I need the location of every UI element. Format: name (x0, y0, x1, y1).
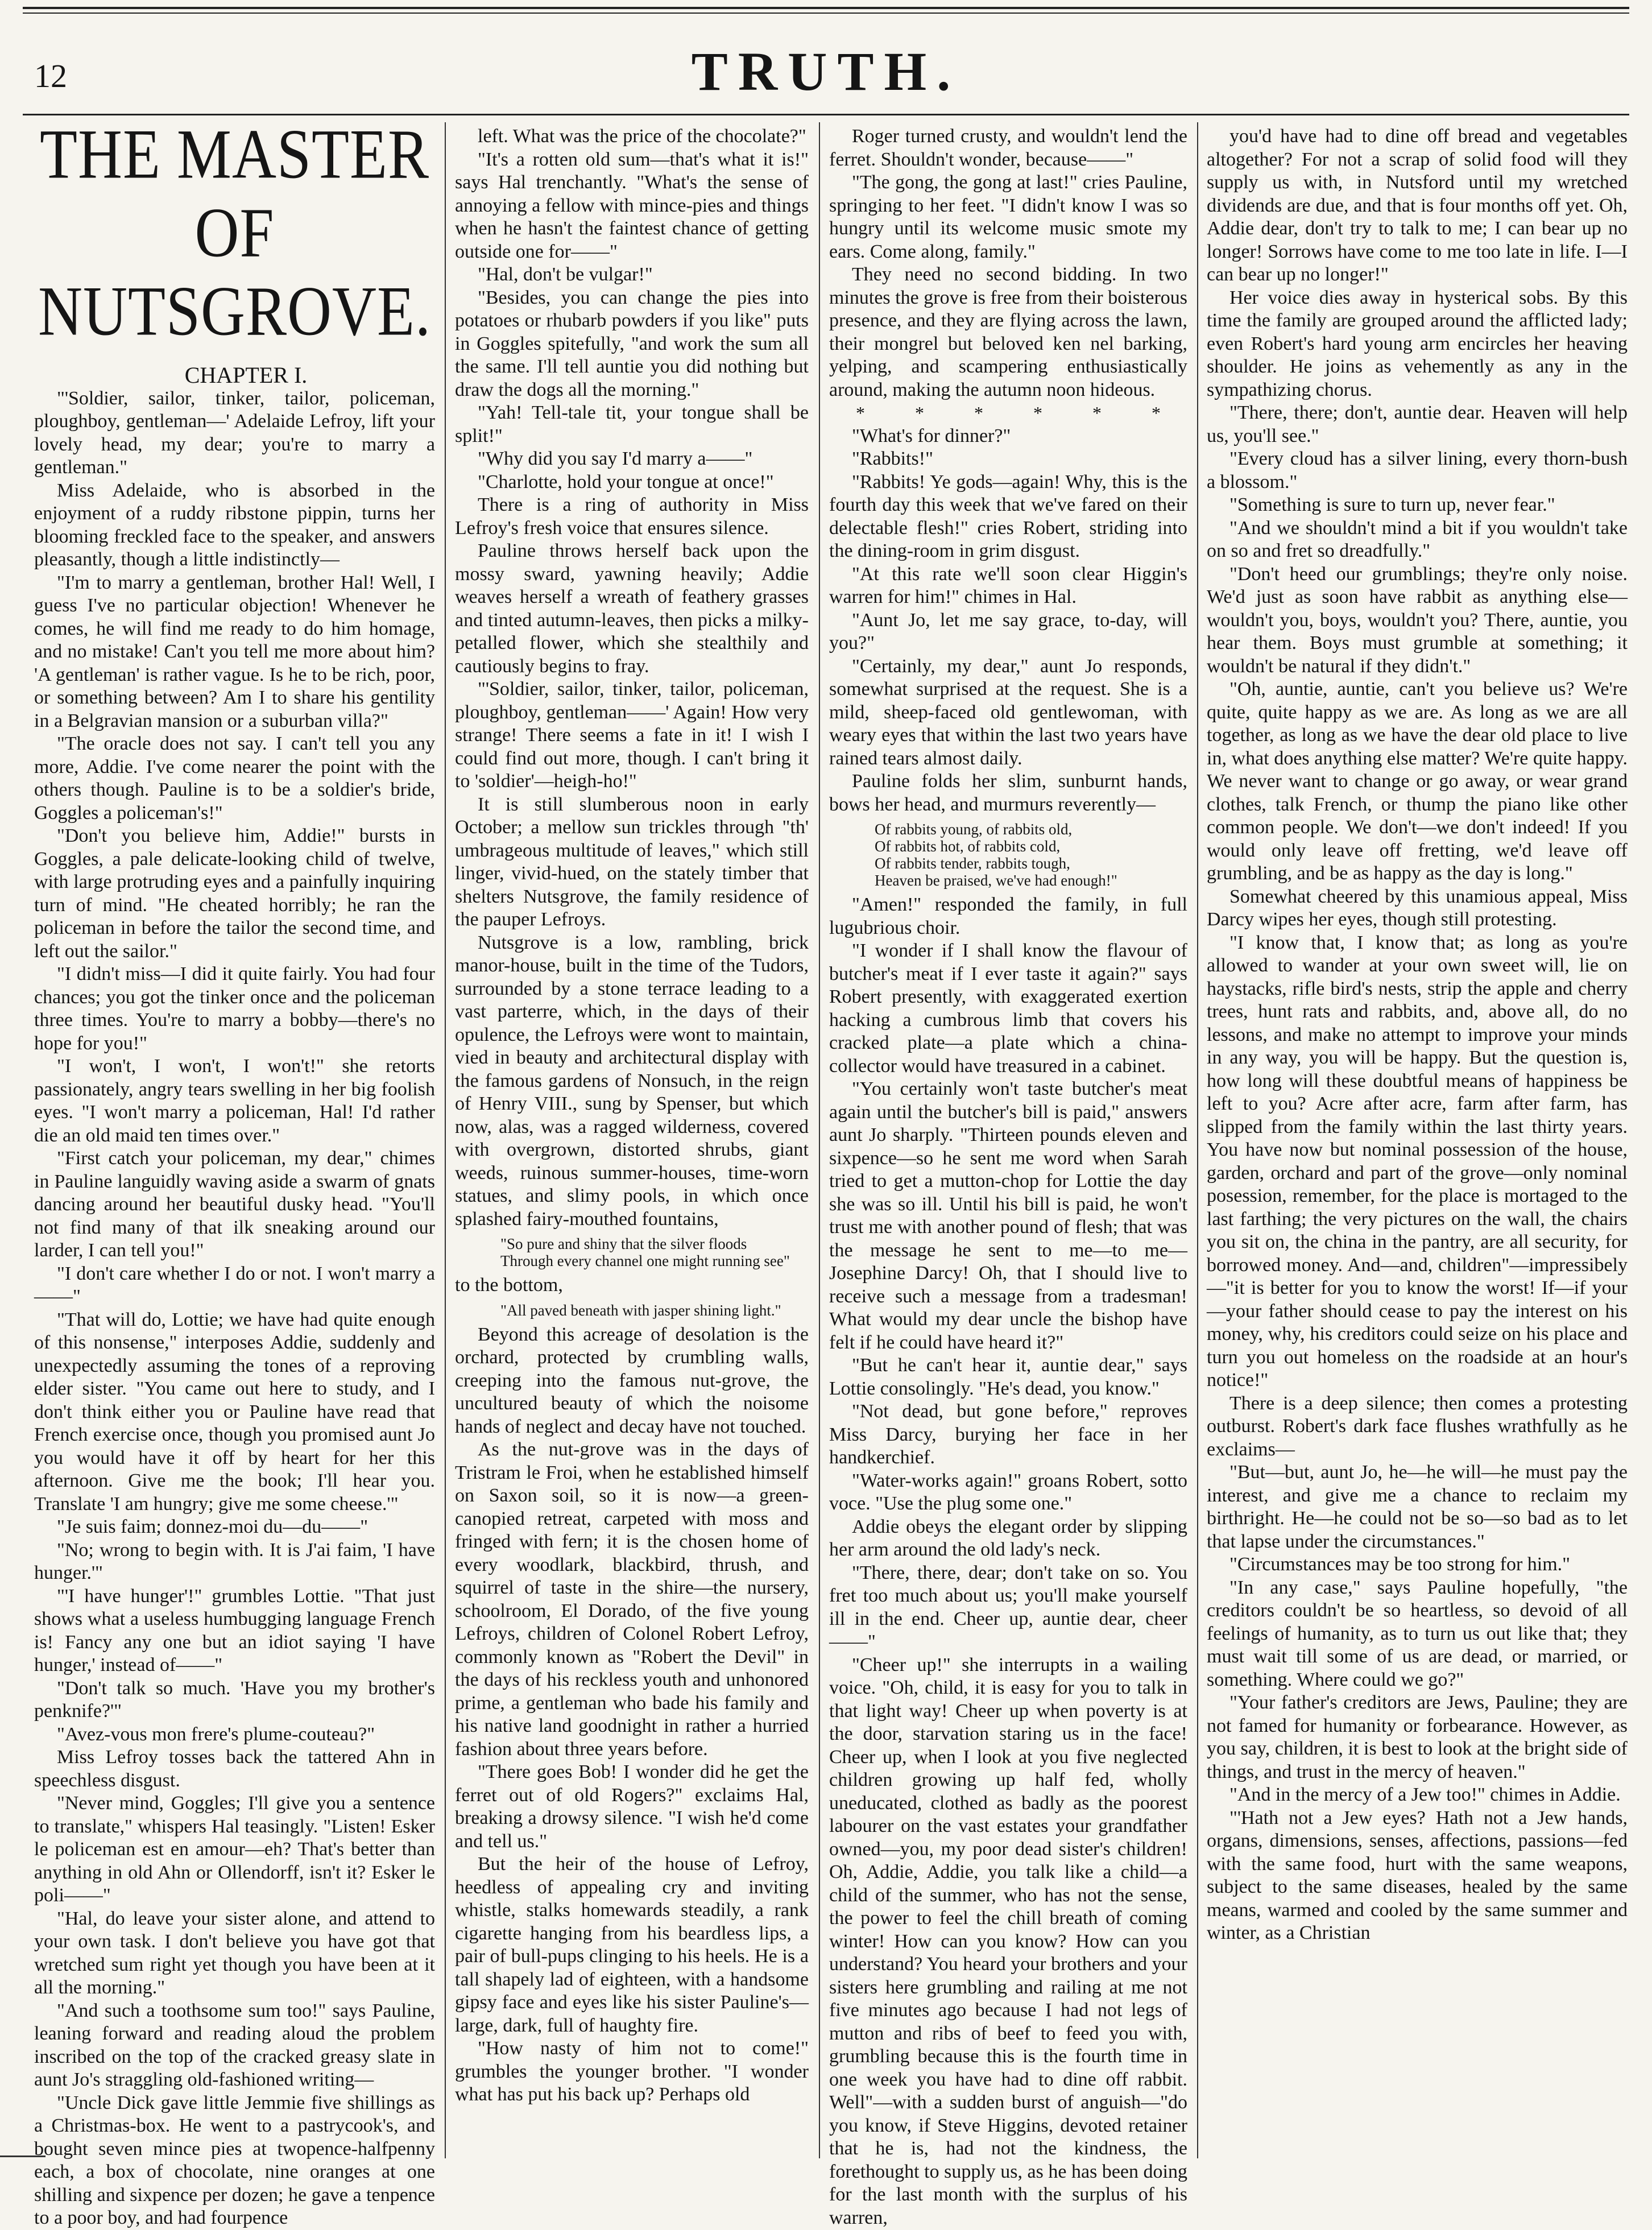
paragraph: Pauline folds her slim, sunburnt hands, bows her head, and murmurs reverently— (829, 771, 1187, 815)
column-rule (819, 122, 820, 2158)
paragraph: "'Soldier, sailor, tinker, tailor, policeman, ploughboy, gentleman—' Adelaide Lefroy, lift your lovely head, my dear; you're to marry a gentleman." (34, 387, 435, 478)
paragraph: "Circumstances may be too strong for him." (1229, 1554, 1571, 1575)
bottom-rule (0, 2155, 45, 2157)
article-title: THE MASTER OF NUTSGROVE. (38, 115, 431, 350)
paragraph: "Charlotte, hold your tongue at once!" (478, 471, 774, 493)
paragraph: "Besides, you can change the pies into potatoes or rhubarb powders if you like" puts in Goggles spitefully, "and work the sum all the same. I'll tell auntie you did nothing but draw the dogs all the morning." (455, 287, 809, 400)
verse-line: "All paved beneath with jasper shining light." (500, 1301, 781, 1319)
column-rule (1197, 122, 1198, 2158)
paragraph: But the heir of the house of Lefroy, heedless of appealing cry and inviting whistle, stalks homewards steadily, a rank cigarette hanging from his beardless lips, a pair of bull-pups clinging to his heels. He is a tall shapely lad of eighteen, with a handsome gipsy face and eyes like his sister Pauline's—large, dark, full of haughty fire. (455, 1853, 809, 2036)
paragraph: Pauline throws herself back upon the mossy sward, yawning heavily; Addie weaves herself a wreath of feathery grasses and tinted autumn-leaves, then picks a milky-petalled flower, which she stealthily and cautiously begins to fray. (455, 540, 809, 677)
paragraph: As the nut-grove was in the days of Tristram le Froi, when he established himself on Saxon soil, so it is now—a green-canopied retreat, carpeted with moss and fringed with fern; it is the chosen home of every woodlark, blackbird, thrush, and squirrel of taste in the shire—the nursery, schoolroom, El Dorado, of the five young Lefroys, children of Colonel Robert Lefroy, commonly known as "Robert the Devil" in the days of his reckless youth and unhonored prime, a gentleman who bade his family and his native land goodnight in rather a hurried fashion about three years before. (455, 1439, 809, 1760)
paragraph: "Hal, do leave your sister alone, and attend to your own task. I don't believe you have got that wretched sum right yet though you have been at it all the morning." (34, 1908, 435, 1998)
paragraph: Nutsgrove is a low, rambling, brick manor-house, built in the time of the Tudors, surrounded by a stone terrace leading to a vast parterre, which, in the days of their opulence, the Lefroys were wont to maintain, vied in beauty and architectural display with the famous gardens of Nonsuch, in the reign of Henry VIII., sung by Spenser, but which now, alas, was a ragged wilderness, covered with overgrown, distorted shrubs, giant weeds, ruinous summer-houses, time-worn statues, and slimy pools, in which once splashed fairy-mouthed fountains, (455, 932, 809, 1230)
paragraph: "And we shouldn't mind a bit if you wouldn't take on so and fret so dreadfully." (1207, 517, 1628, 561)
verse-line: Of rabbits tender, rabbits tough, (875, 855, 1070, 872)
paragraph: "Your father's creditors are Jews, Pauline; they are not famed for humanity or forbearance. However, as you say, children, it is best to look at the bright side of things, and trust in the mercy of heaven." (1207, 1692, 1628, 1782)
paragraph: "I'm to marry a gentleman, brother Hal! Well, I guess I've no particular objection! Whenever he comes, he will find me ready to do him homage, and no mistake! Can't you tell me more about him? 'A gentleman' is rather vague. Is he to be rich, poor, or something between? Am I to share his gentility in a Belgravian mansion or a suburban villa?" (34, 572, 435, 731)
paragraph: "No; wrong to begin with. It is J'ai faim, 'I have hunger.'" (34, 1539, 435, 1583)
paragraph: "But—but, aunt Jo, he—he will—he must pay the interest, and give me a chance to reclaim my birthright. He—he could not be so—so bad as to let that lapse under the circumstances." (1207, 1462, 1628, 1552)
paragraph: "Oh, auntie, auntie, can't you believe us? We're quite, quite happy as we are. As long as we are all together, as long as we have the dear old place to live in, what does anything else matter? We're quite happy. We never want to change or go away, or wear grand clothes, talk French, or thump the piano like other common people. We don't—we don't indeed! If you would only leave off fretting, we'd leave off grumbling, and be as happy as the day is long." (1207, 678, 1628, 884)
verse-quote (875, 821, 1187, 889)
paragraph: "Every cloud has a silver lining, every thorn-bush a blossom." (1207, 448, 1628, 493)
page-number: 12 (34, 57, 67, 94)
column-2 (455, 125, 809, 2161)
section-break: * * * * * * (856, 403, 1183, 423)
paragraph: Addie obeys the elegant order by slipping her arm around the old lady's neck. (829, 1516, 1187, 1560)
paragraph: "At this rate we'll soon clear Higgin's warren for him!" chimes in Hal. (829, 563, 1187, 607)
verse-quote (500, 1235, 809, 1269)
paragraph: They need no second bidding. In two minutes the grove is free from their boisterous presence, and they are flying across the lawn, their mongrel but beloved ken nel barking, yelping, and scampering enthusiastically around, making the autumn noon hideous. (829, 264, 1187, 400)
paragraph: "Aunt Jo, let me say grace, to-day, will you?" (829, 609, 1187, 653)
paragraph: "It's a rotten old sum—that's what it is!" says Hal trenchantly. "What's the sense of annoying a fellow with mince-pies and things when he hasn't the faintest chance of getting outside one for——" (455, 148, 809, 262)
paragraph: "You certainly won't taste butcher's meat again until the butcher's bill is paid," answers aunt Jo sharply. "Thirteen pounds eleven and sixpence—so he sent me word when Sarah tried to get a mutton-chop for Lottie the day she was so ill. Until his bill is paid, he won't trust me with another pound of flesh; that was the message he sent to me—to me—Josephine Darcy! Oh, that I should live to receive such a message from a tradesman! What would my dear uncle the bishop have felt if he could have heard it?" (829, 1078, 1187, 1353)
verse-line: Of rabbits young, of rabbits old, (875, 821, 1073, 838)
paragraph: "'Soldier, sailor, tinker, tailor, policeman, ploughboy, gentleman——' Again! How very strange! There seems a fate in it! I wish I could find out more, though. I can't bring it to 'soldier'—heigh-ho!" (455, 678, 809, 792)
paragraph: Beyond this acreage of desolation is the orchard, protected by crumbling walls, creeping into the famous nut-grove, the uncultured beauty of which the noisome hands of neglect and decay have not touched. (455, 1323, 809, 1437)
paragraph: "First catch your policeman, my dear," chimes in Pauline languidly waving aside a swarm of gnats dancing around her beautiful dusky head. "You'll not find many of that ilk sneaking around our larder, I can tell you!" (34, 1148, 435, 1261)
paragraph: "'Hath not a Jew eyes? Hath not a Jew hands, organs, dimensions, senses, affections, passions—fed with the same food, hurt with the same weapons, subject to the same diseases, healed by the same means, warmed and cooled by the same summer and winter, as a Christian (1207, 1807, 1628, 1943)
paragraph: "And in the mercy of a Jew too!" chimes in Addie. (1229, 1784, 1621, 1805)
paragraph: "In any case," says Pauline hopefully, "the creditors couldn't be so heartless, so devoid of all feelings of humanity, as to turn us out like that; they must wait till some of us are dead, or married, or something. Where could we go?" (1207, 1577, 1628, 1690)
paragraph: "There goes Bob! I wonder did he get the ferret out of old Rogers?" exclaims Hal, breaking a drowsy silence. "I wish he'd come and tell us." (455, 1761, 809, 1852)
paragraph: "Don't you believe him, Addie!" bursts in Goggles, a pale delicate-looking child of twelve, with large protruding eyes and a painfully inquiring turn of mind. "He cheated horribly; he ran the policeman in before the tailor the second time, and left out the sailor." (34, 825, 435, 962)
paragraph: Her voice dies away in hysterical sobs. By this time the family are grouped around the afflicted lady; even Robert's hard young arm encircles her heaving shoulder. He joins as vehemently as any in the sympathizing chorus. (1207, 287, 1628, 400)
paragraph: Miss Adelaide, who is absorbed in the enjoyment of a ruddy ribstone pippin, turns her blooming freckled face to the speaker, and answers pleasantly, though a little indistinctly— (34, 479, 435, 570)
top-rule (23, 7, 1629, 14)
paragraph: "What's for dinner?" (852, 425, 1011, 446)
paragraph: "And such a toothsome sum too!" says Pauline, leaning forward and reading aloud the problem inscribed on the top of the cracked greasy slate in aunt Jo's straggling old-fashioned writing— (34, 2000, 435, 2090)
paragraph: "Never mind, Goggles; I'll give you a sentence to translate," whispers Hal teasingly. "Listen! Esker le policeman est en amour—eh? That's better than anything in old Ahn or Ollendorff, isn't it? Esker le poli——" (34, 1793, 435, 1906)
paragraph: "How nasty of him not to come!" grumbles the younger brother. "I wonder what has put his back up? Perhaps old (455, 2038, 809, 2105)
paragraph: "Uncle Dick gave little Jemmie five shillings as a Christmas-box. He went to a pastrycook's, and bought seven mince pies at twopence-halfpenny each, a box of chocolate, nine oranges at one shilling and sixpence per dozen; he gave a tenpence to a poor boy, and had fourpence (34, 2092, 435, 2228)
verse-line: Of rabbits hot, of rabbits cold, (875, 838, 1061, 855)
paragraph: "I don't care whether I do or not. I won't marry a——" (34, 1263, 435, 1307)
paragraph: "Don't heed our grumblings; they're only noise. We'd just as soon have rabbit as anything else—wouldn't you, boys, wouldn't you? There, auntie, you hear them. Boys must grumble at something; it wouldn't be natural if they didn't." (1207, 563, 1628, 677)
paragraph: "The oracle does not say. I can't tell you any more, Addie. I've come nearer the point with the others though. Pauline is to be a soldier's bride, Goggles a policeman's!" (34, 733, 435, 824)
paragraph: Roger turned crusty, and wouldn't lend the ferret. Shouldn't wonder, because——" (829, 126, 1187, 170)
paragraph: "'I have hunger'!" grumbles Lottie. "That just shows what a useless humbugging language French is! Fancy any one but an idiot saying 'I have hunger,' instead of——" (34, 1585, 435, 1675)
paragraph: Miss Lefroy tosses back the tattered Ahn in speechless disgust. (34, 1747, 435, 1791)
column-1 (34, 115, 435, 2228)
paragraph: "Je suis faim; donnez-moi du—du——" (57, 1516, 369, 1537)
paragraph: It is still slumberous noon in early October; a mellow sun trickles through "th' umbrageous multitude of leaves," which still linger, vivid-hued, on the stately timber that shelters Nutsgrove, the family residence of the pauper Lefroys. (455, 793, 809, 930)
paragraph: "There, there, dear; don't take on so. You fret too much about us; you'll make yourself ill in the end. Cheer up, auntie dear, cheer——" (829, 1562, 1187, 1652)
paragraph: "Not dead, but gone before," reproves Miss Darcy, burying her face in her handkerchief. (829, 1401, 1187, 1468)
paragraph: "Hal, don't be vulgar!" (478, 264, 653, 285)
column-4 (1207, 125, 1628, 2161)
paragraph: "I wonder if I shall know the flavour of butcher's meat if I ever taste it again?" says Robert presently, with exaggerated exertion hacking a cumbrous limb that covers his cracked plate—a plate which a china-collector would have treasured in a cabinet. (829, 940, 1187, 1077)
verse-quote (500, 1302, 809, 1319)
paragraph: to the bottom, (455, 1275, 563, 1296)
paragraph: you'd have had to dine off bread and vegetables altogether? For not a scrap of solid food will they supply us with, in Nutsford until my wretched dividends are due, and that is four months off yet. Oh, Addie dear, don't try to talk to me; I can bear up no longer! Sorrows have come to me too late in life. I—I can bear up no longer!" (1207, 126, 1628, 285)
verse-line: Heaven be praised, we've had enough!" (875, 872, 1117, 889)
paragraph: "That will do, Lottie; we have had quite enough of this nonsense," interposes Addie, suddenly and unexpectedly assuming the tones of a reproving elder sister. "You came out here to study, and I don't think either you or Pauline have read that French exercise once, though you promised aunt Jo you would have it off by heart for her this afternoon. Give me the book; I'll hear you. Translate 'I am hungry; give me some cheese.'" (34, 1309, 435, 1515)
paragraph: "Avez-vous mon frere's plume-couteau?" (57, 1723, 375, 1745)
paragraph: "Cheer up!" she interrupts in a wailing voice. "Oh, child, it is easy for you to talk in that light way! Cheer up when poverty is at the door, starvation staring us in the face! Cheer up, when I look at you five neglected children growing up half fed, wholly uneducated, clothed as badly as the poorest labourer on the vast estates your grandfather owned—you, my poor dead sister's children! Oh, Addie, Addie, you talk like a child—a child of the summer, who has not the sense, the power to feel the chill breath of coming winter! How can you know? How can you understand? You heard your brothers and your sisters here grumbling and railing at me not five minutes ago because I had not legs of mutton and ribs of beef to feed you with, grumbling because this is the fourth time in one week you have had to dine off rabbit. Well"—with a sudden burst of anguish—"do you know, if Steve Higgins, devoted retainer that he is, had not the kindness, the forethought to supply us, as he has been doing for the last month with the surplus of his warren, (829, 1654, 1187, 2228)
paragraph: Somewhat cheered by this unamious appeal, Miss Darcy wipes her eyes, though still protesting. (1207, 886, 1628, 930)
paragraph: "I know that, I know that; as long as you're allowed to wander at your own sweet will, lie on haystacks, rifle bird's nests, strip the apple and cherry trees, hunt rats and rabbits, and, above all, do no lessons, and make no attempt to improve your minds in any way, you will be happy. But the question is, how long will these doubtful means of happiness be left to you? Acre after acre, farm after farm, has slipped from the family within the last thirty years. You have now but nominal possession of the house, garden, orchard and part of the grove—only nominal posession, remember, for the place is mortaged to the last farthing; the very pictures on the wall, the chairs you sit on, the china in the pantry, are all security, for borrowed money. And—and, children"—impressibely—"it is better for you to know the worst! If—if your—your father should cease to pay the interest on his money, why, his creditors could seize on his place and turn you out homeless on the roadside at an hour's notice!" (1207, 932, 1628, 1391)
paragraph: "There, there; don't, auntie dear. Heaven will help us, you'll see." (1207, 402, 1628, 446)
paragraph: "Yah! Tell-tale tit, your tongue shall be split!" (455, 402, 809, 446)
page-header (23, 40, 1629, 102)
paragraph: "The gong, the gong at last!" cries Pauline, springing to her feet. "I didn't know I was so hungry until its welcome music smote my ears. Come along, family." (829, 172, 1187, 262)
paragraph: "Rabbits!" (852, 448, 933, 469)
column-rule (445, 122, 446, 2158)
column-3 (829, 125, 1187, 2228)
paragraph: "Certainly, my dear," aunt Jo responds, somewhat surprised at the request. She is a mild, sheep-faced old gentlewoman, with weary eyes that within the last two years have rained tears almost daily. (829, 655, 1187, 769)
paragraph: "Rabbits! Ye gods—again! Why, this is the fourth day this week that we've fared on their delectable flesh!" cries Robert, striding into the dining-room in grim disgust. (829, 471, 1187, 561)
paragraph: "Don't talk so much. 'Have you my brother's penknife?'" (34, 1677, 435, 1722)
paragraph: There is a ring of authority in Miss Lefroy's fresh voice that ensures silence. (455, 494, 809, 539)
verse-line: Through every channel one might running see" (500, 1252, 790, 1269)
paragraph: "Why did you say I'd marry a——" (478, 448, 753, 469)
chapter-heading: CHAPTER I. (184, 362, 308, 388)
paragraph: There is a deep silence; then comes a protesting outburst. Robert's dark face flushes wrathfully as he exclaims— (1207, 1392, 1628, 1460)
paragraph: left. What was the price of the chocolate?" (478, 126, 806, 147)
masthead-title: TRUTH. (691, 41, 961, 102)
paragraph: "Water-works again!" groans Robert, sotto voce. "Use the plug some one." (829, 1470, 1187, 1514)
paragraph: "Something is sure to turn up, never fear." (1229, 494, 1555, 515)
paragraph: "I didn't miss—I did it quite fairly. You had four chances; you got the tinker once and the policeman three times. You're to marry a bobby—there's no hope for you!" (34, 963, 435, 1054)
paragraph: "But he can't hear it, auntie dear," says Lottie consolingly. "He's dead, you know." (829, 1355, 1187, 1399)
paragraph: "I won't, I won't, I won't!" she retorts passionately, angry tears swelling in her big foolish eyes. "I won't marry a policeman, Hal! I'd rather die an old maid ten times over." (34, 1056, 435, 1146)
paragraph: "Amen!" responded the family, in full lugubrious choir. (829, 894, 1187, 938)
verse-line: "So pure and shiny that the silver floods (500, 1235, 747, 1252)
